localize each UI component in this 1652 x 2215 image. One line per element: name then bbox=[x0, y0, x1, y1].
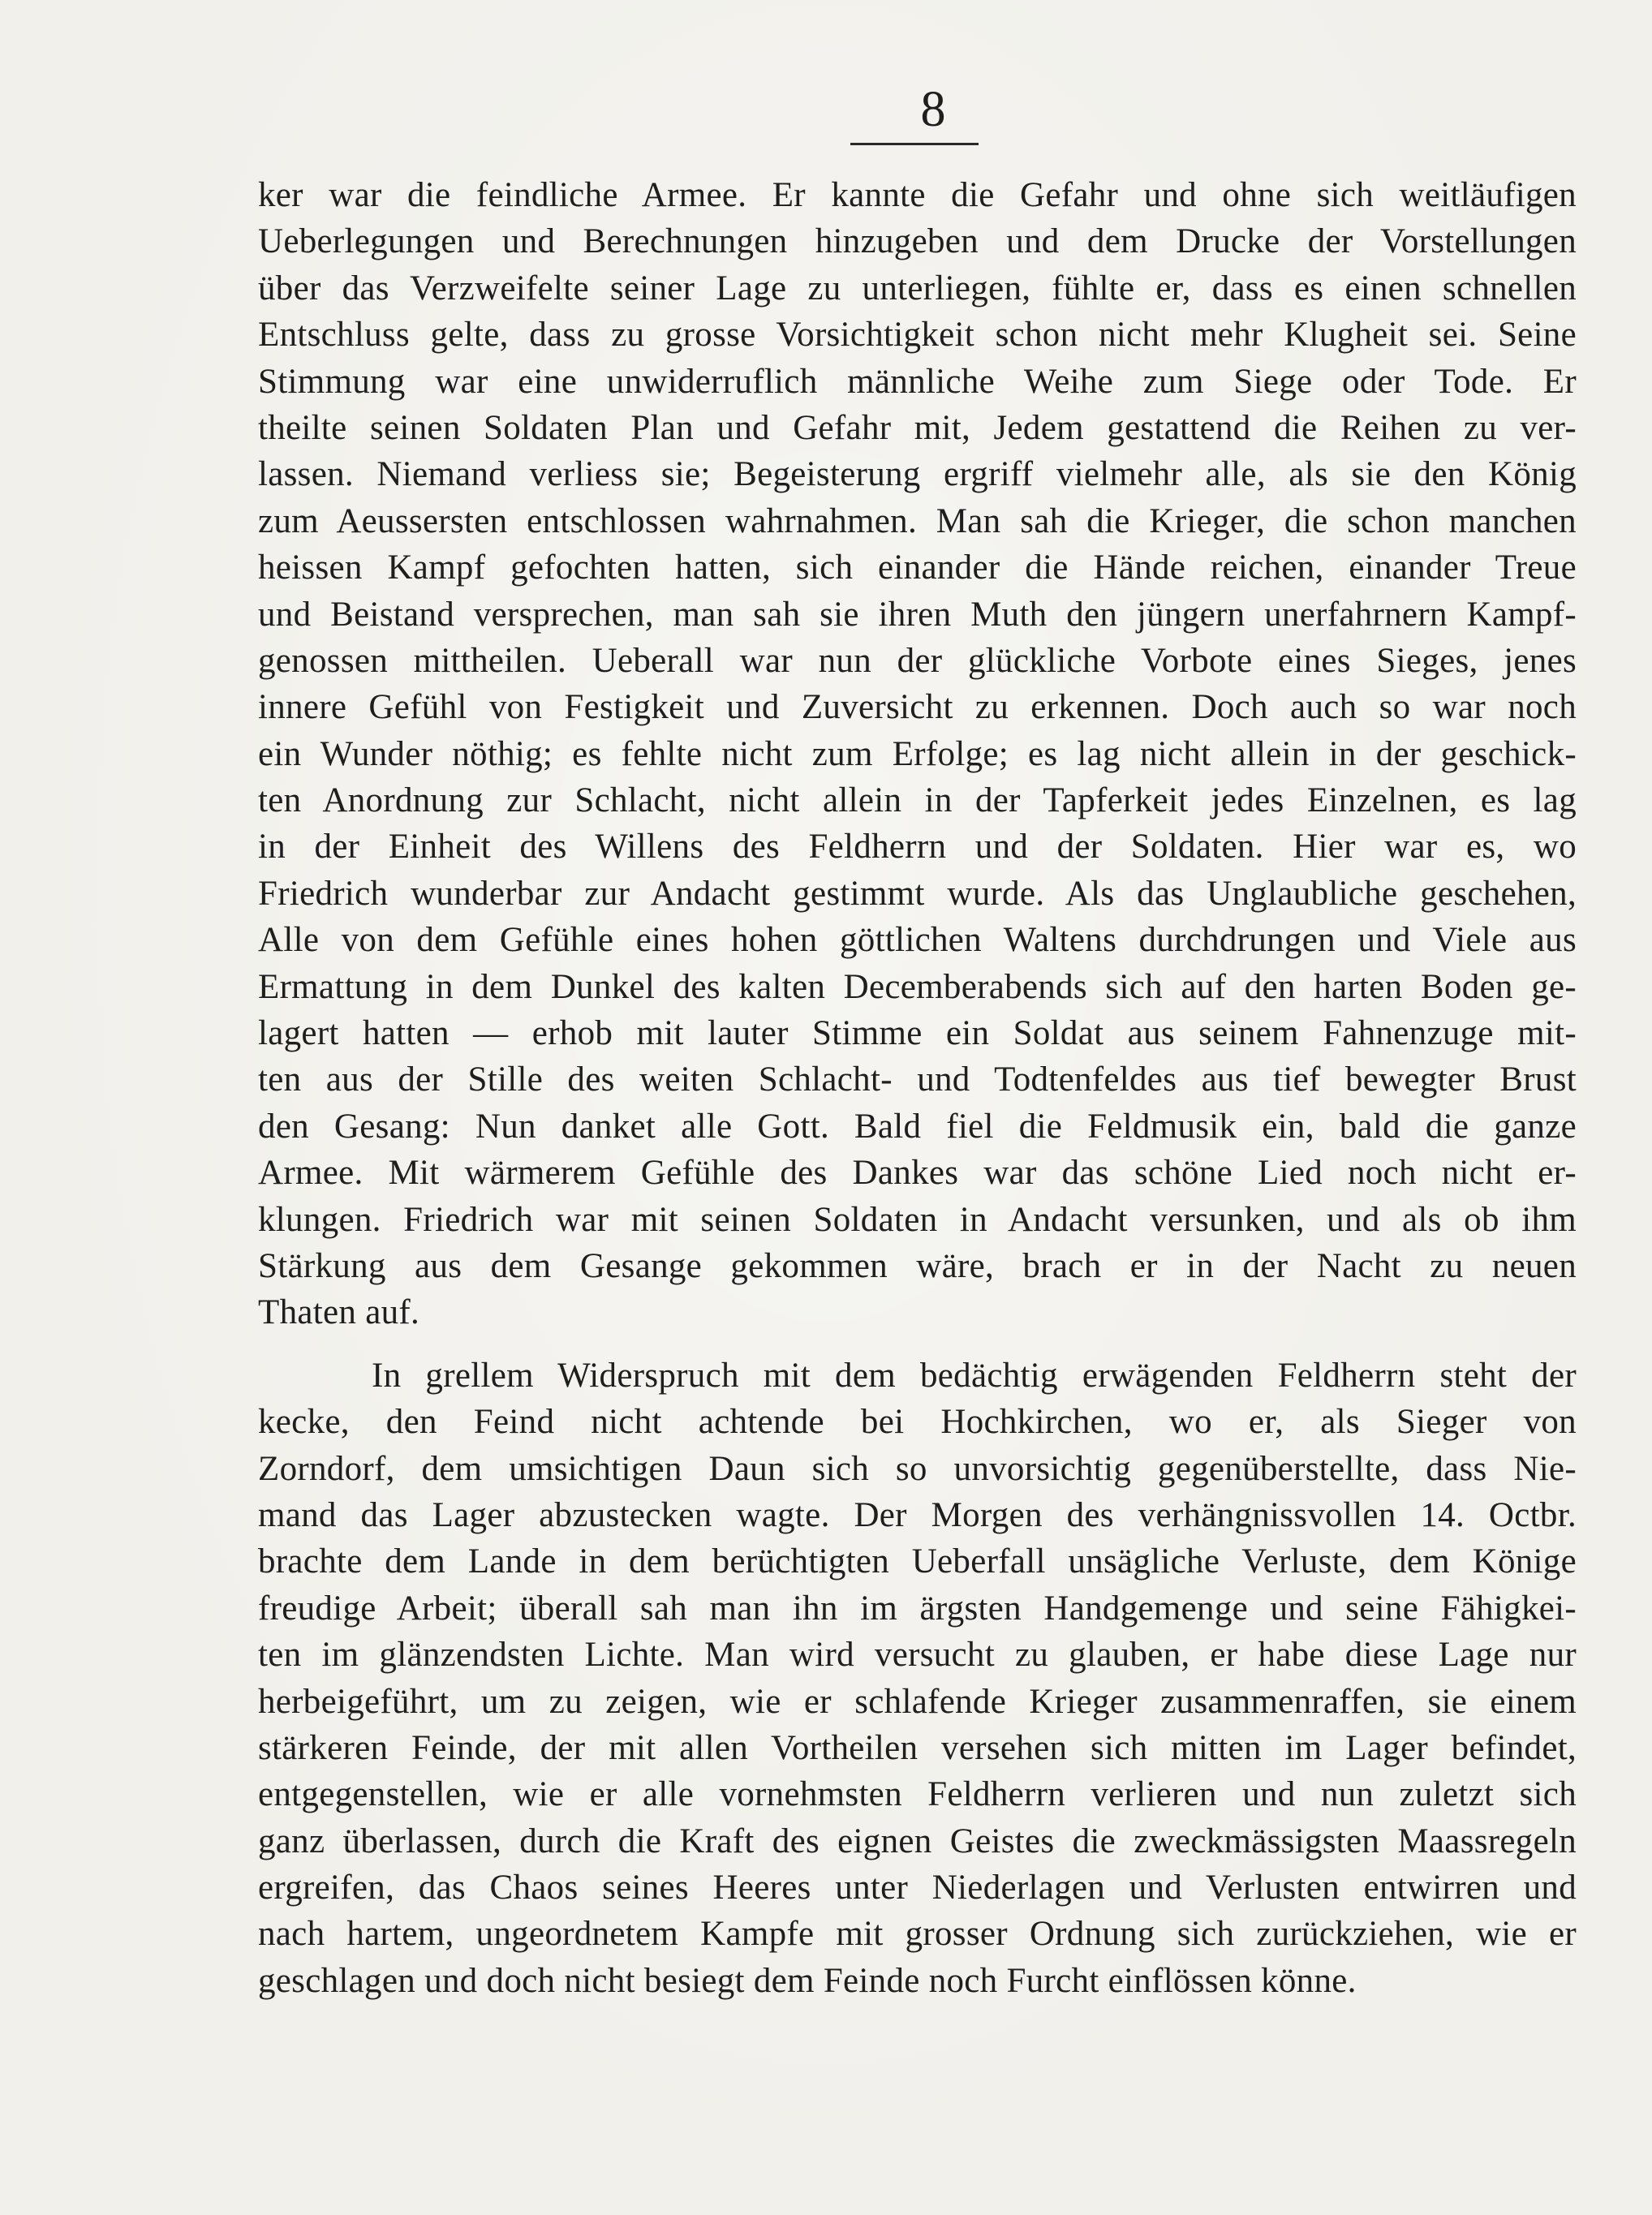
text-line: herbeigeführt, um zu zeigen, wie er schlafende Krieger zusammenraffen, sie einem bbox=[258, 1682, 1577, 1721]
paragraph-gap bbox=[258, 1336, 1577, 1353]
text-line: freudige Arbeit; überall sah man ihn im ärgsten Handgemenge und seine Fähigkei- bbox=[258, 1589, 1577, 1628]
text-line: lassen. Niemand verliess sie; Begeisterung ergriff vielmehr alle, als sie den König bbox=[258, 455, 1577, 494]
body-text bbox=[258, 172, 1577, 2004]
text-line: Ermattung in dem Dunkel des kalten Decemberabends sich auf den harten Boden ge- bbox=[258, 967, 1577, 1006]
text-line: theilte seinen Soldaten Plan und Gefahr mit, Jedem gestattend die Reihen zu ver- bbox=[258, 408, 1577, 447]
text-line: über das Verzweifelte seiner Lage zu unterliegen, fühlte er, dass es einen schnellen bbox=[258, 269, 1577, 308]
text-line: lagert hatten — erhob mit lauter Stimme ein Soldat aus seinem Fahnenzuge mit- bbox=[258, 1014, 1577, 1053]
text-line: entgegenstellen, wie er alle vornehmsten Feldherrn verlieren und nun zuletzt sich bbox=[258, 1775, 1577, 1814]
page-number: 8 bbox=[920, 82, 946, 137]
text-line: kecke, den Feind nicht achtende bei Hochkirchen, wo er, als Sieger von bbox=[258, 1403, 1577, 1442]
text-line: ker war die feindliche Armee. Er kannte die Gefahr und ohne sich weitläufigen bbox=[258, 176, 1577, 214]
text-line: klungen. Friedrich war mit seinen Soldaten in Andacht versunken, und als ob ihm bbox=[258, 1200, 1577, 1239]
text-line: Thaten auf. bbox=[258, 1293, 420, 1332]
text-line: Friedrich wunderbar zur Andacht gestimmt wurde. Als das Unglaubliche geschehen, bbox=[258, 874, 1577, 913]
text-line: Entschluss gelte, dass zu grosse Vorsichtigkeit schon nicht mehr Klugheit sei. Seine bbox=[258, 316, 1577, 355]
text-line: stärkeren Feinde, der mit allen Vortheilen versehen sich mitten im Lager befindet, bbox=[258, 1728, 1577, 1767]
text-line: ten aus der Stille des weiten Schlacht- und Todtenfeldes aus tief bewegter Brust bbox=[258, 1060, 1577, 1099]
text-line: Stimmung war eine unwiderruflich männliche Weihe zum Siege oder Tode. Er bbox=[258, 362, 1577, 401]
text-line: In grellem Widerspruch mit dem bedächtig erwägenden Feldherrn steht der bbox=[372, 1356, 1577, 1395]
text-line: Alle von dem Gefühle eines hohen göttlichen Waltens durchdrungen und Viele aus bbox=[258, 921, 1577, 960]
text-line: ten im glänzendsten Lichte. Man wird versucht zu glauben, er habe diese Lage nur bbox=[258, 1636, 1577, 1675]
text-line: nach hartem, ungeordnetem Kampfe mit grosser Ordnung sich zurückziehen, wie er bbox=[258, 1915, 1577, 1954]
text-line: ein Wunder nöthig; es fehlte nicht zum Erfolge; es lag nicht allein in der geschick- bbox=[258, 734, 1577, 773]
text-line: innere Gefühl von Festigkeit und Zuversicht zu erkennen. Doch auch so war noch bbox=[258, 688, 1577, 727]
text-line: Armee. Mit wärmerem Gefühle des Dankes war das schöne Lied noch nicht er- bbox=[258, 1154, 1577, 1193]
text-line: geschlagen und doch nicht besiegt dem Feinde noch Furcht einflössen könne. bbox=[258, 1961, 1357, 2000]
text-line: Ueberlegungen und Berechnungen hinzugeben und dem Drucke der Vorstellungen bbox=[258, 222, 1577, 261]
text-line: brachte dem Lande in dem berüchtigten Ueberfall unsägliche Verluste, dem Könige bbox=[258, 1542, 1577, 1581]
text-line: den Gesang: Nun danket alle Gott. Bald fiel die Feldmusik ein, bald die ganze bbox=[258, 1107, 1577, 1146]
text-line: heissen Kampf gefochten hatten, sich einander die Hände reichen, einander Treue bbox=[258, 548, 1577, 587]
text-line: und Beistand versprechen, man sah sie ihren Muth den jüngern unerfahrnern Kampf- bbox=[258, 595, 1577, 634]
paragraph-1 bbox=[258, 172, 1577, 1336]
paragraph-2 bbox=[258, 1353, 1577, 2004]
text-line: genossen mittheilen. Ueberall war nun der glückliche Vorbote eines Sieges, jenes bbox=[258, 641, 1577, 680]
text-line: zum Aeussersten entschlossen wahrnahmen. Man sah die Krieger, die schon manchen bbox=[258, 501, 1577, 540]
text-line: mand das Lager abzustecken wagte. Der Morgen des verhängnissvollen 14. Octbr. bbox=[258, 1495, 1577, 1534]
header-rule bbox=[850, 143, 979, 145]
text-line: Stärkung aus dem Gesange gekommen wäre, brach er in der Nacht zu neuen bbox=[258, 1246, 1577, 1285]
text-line: ergreifen, das Chaos seines Heeres unter Niederlagen und Verlusten entwirren und bbox=[258, 1869, 1577, 1907]
text-line: Zorndorf, dem umsichtigen Daun sich so unvorsichtig gegenüberstellte, dass Nie- bbox=[258, 1449, 1577, 1488]
text-line: ten Anordnung zur Schlacht, nicht allein in der Tapferkeit jedes Einzelnen, es lag bbox=[258, 781, 1577, 820]
text-line: in der Einheit des Willens des Feldherrn und der Soldaten. Hier war es, wo bbox=[258, 828, 1577, 867]
text-line: ganz überlassen, durch die Kraft des eignen Geistes die zweckmässigsten Maassregeln bbox=[258, 1821, 1577, 1860]
